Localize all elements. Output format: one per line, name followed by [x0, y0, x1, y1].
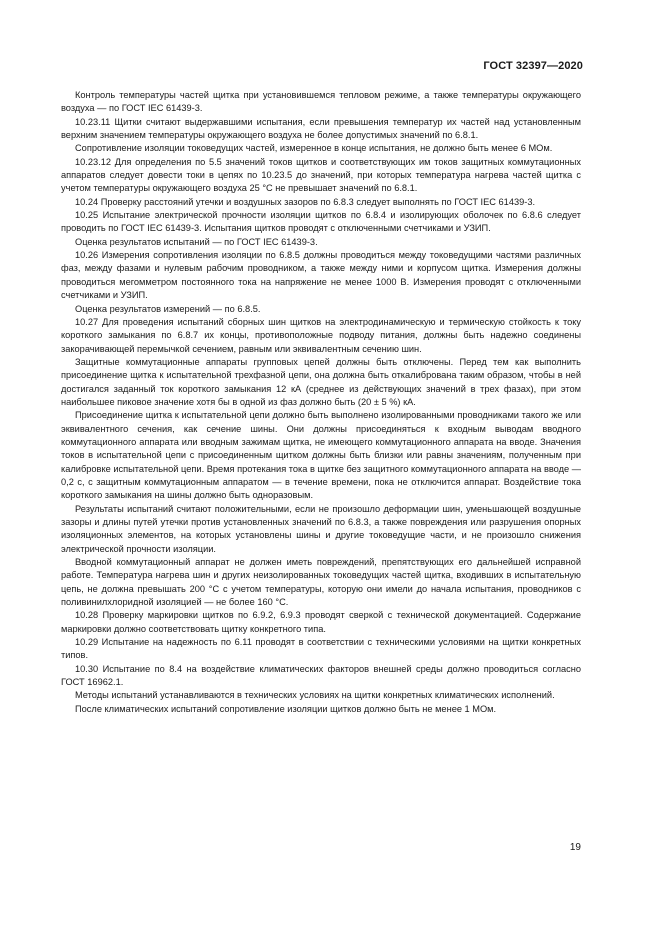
paragraph: 10.23.11 Щитки считают выдержавшими испытания, если превышения температур их частей над установленным верхним значением температуры окружающего воздуха не более допустимых значений по 6.8.1. — [61, 116, 581, 141]
paragraph: 10.26 Измерения сопротивления изоляции по 6.8.5 должны проводиться между токоведущими частями различных фаз, между фазами и нулевым рабочим проводником, а также между ними и корпусом щитка. Измерения должны проводиться мегомметром постоянного тока на напряжение не менее 1000 В. Измерения проводят с отключенными счетчиками и УЗИП. — [61, 250, 581, 301]
paragraph: Результаты испытаний считают положительными, если не произошло деформации шин, уменьшающей воздушные зазоры и длины путей утечки против установленных значений по 6.8.3, а также повреждения или разрушения опорных изоляционных элементов, на которых установлены шины и другие токоведущие части, и не произошло снижения электрической прочности изоляции. — [61, 503, 581, 554]
paragraph: Методы испытаний устанавливаются в технических условиях на щитки конкретных климатических исполнений. — [75, 690, 555, 701]
paragraph: Контроль температуры частей щитка при установившемся тепловом режиме, а также температуры окружающего воздуха — по ГОСТ IEC 61439-3. — [61, 90, 581, 114]
document-body — [61, 89, 581, 716]
paragraph: После климатических испытаний сопротивление изоляции щитков должно быть не менее 1 МОм. — [75, 703, 497, 714]
paragraph: 10.24 Проверку расстояний утечки и воздушных зазоров по 6.8.3 следует выполнять по ГОСТ IEC 61439-3. — [75, 196, 536, 207]
paragraph: Оценка результатов измерений — по 6.8.5. — [75, 303, 261, 314]
paragraph: 10.25 Испытание электрической прочности изоляции щитков по 6.8.4 и изолирующих оболочек по 6.8.6 следует проводить по ГОСТ IEC 61439-3. Испытания щитков проводят с отключенными счетчиками и УЗИП. — [61, 210, 581, 234]
paragraph: Оценка результатов испытаний — по ГОСТ IEC 61439-3. — [75, 236, 318, 247]
paragraph: 10.28 Проверку маркировки щитков по 6.9.2, 6.9.3 проводят сверкой с технической документацией. Содержание маркировки должно соответствовать щитку конкретного типа. — [61, 610, 581, 634]
paragraph: Сопротивление изоляции токоведущих частей, измеренное в конце испытания, не должно быть менее 6 МОм. — [75, 143, 553, 154]
paragraph: Защитные коммутационные аппараты групповых цепей должны быть отключены. Перед тем как выполнить присоединение щитка к испытательной трехфазной цепи, она должна быть откалибрована таким образом, чтобы в ней достигался заданный ток короткого замыкания 12 кА (среднее из действующих значений в трех фазах), при этом наибольшее пиковое значение хотя бы в одной из фаз должно быть (20 ± 5 %) кА. — [61, 356, 581, 407]
paragraph: Присоединение щитка к испытательной цепи должно быть выполнено изолированными проводниками такого же или эквивалентного сечения, как сечение шины. Они должны присоединяться к входным выводам вводного коммутационного аппарата или вводным зажимам щитка, не имеющего коммутационного аппарата на вводе. Значения токов в испытательной цепи с присоединенным щитком должны быть близки или равны значениям, полученным при калибровке испытательной цепи. Время протекания тока в щитке без защитного коммутационного аппарата на вводе — 0,2 с, с защитным коммутационным аппаратом — в течение времени, пока не отключится аппарат. Воздействие тока короткого замыкания на шины должно быть одноразовым. — [61, 410, 581, 501]
paragraph: 10.23.12 Для определения по 5.5 значений токов щитков и соответствующих им токов защитных коммутационных аппаратов следует довести токи в цепях по 10.23.5 до значений, при которых температура нагрева частей щитка с учетом температуры окружающего воздуха 25 °С не превышает значений по 6.8.1. — [61, 156, 581, 194]
paragraph: 10.30 Испытание по 8.4 на воздействие климатических факторов внешней среды должно проводиться согласно ГОСТ 16962.1. — [61, 663, 581, 688]
page-number: 19 — [569, 842, 581, 853]
paragraph: 10.29 Испытание на надежность по 6.11 проводят в соответствии с техническими условиями на щитки конкретных типов. — [61, 637, 581, 661]
document-header-standard-number: ГОСТ 32397—2020 — [483, 60, 583, 72]
paragraph: 10.27 Для проведения испытаний сборных шин щитков на электродинамическую и термическую стойкость к току короткого замыкания по 6.8.7 их концы, противоположные подводу питания, должны быть надежно соединены закорачивающей перемычкой сечением, равным или эквивалентным сечению шин. — [61, 316, 581, 354]
paragraph: Вводной коммутационный аппарат не должен иметь повреждений, препятствующих его дальнейшей исправной работе. Температура нагрева шин и других неизолированных токоведущих частей щитка, входивших в испытательную цепь, не должна превышать 200 °С с учетом температуры, которую они имели до начала испытания, проводников с поливинилхлоридной изоляцией — не более 160 °С. — [61, 557, 581, 608]
